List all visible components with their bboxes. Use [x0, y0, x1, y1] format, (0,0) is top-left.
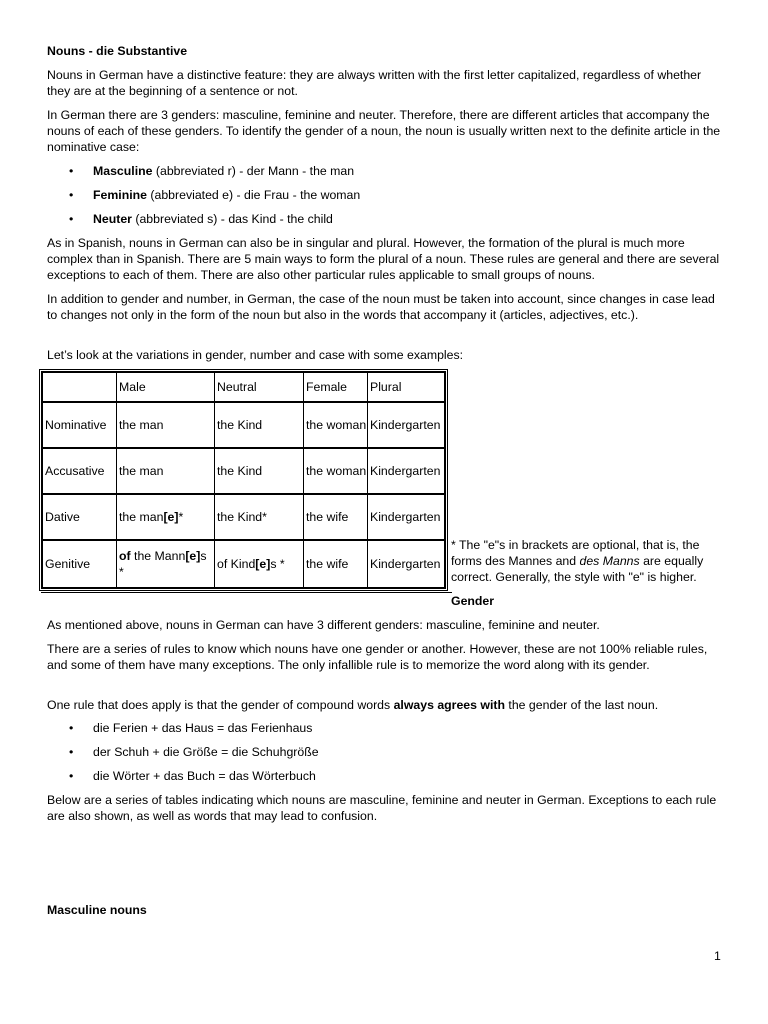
- list-item: • der Schuh + die Größe = die Schuhgröße: [47, 744, 727, 768]
- table-cell: Accusative: [43, 449, 117, 495]
- list-item: • die Wörter + das Buch = das Wörterbuch: [47, 768, 727, 792]
- table-cell: the Kind: [215, 403, 304, 449]
- table-header-cell: Male: [117, 373, 215, 403]
- plural-paragraph: As in Spanish, nouns in German can also be in singular and plural. However, the formation of the plural is much more complex than in Spanish. There are 5 main ways to form the plural of a noun. These rules are general and there are several exceptions to each of them. There are also other particular rules applicable to small groups of nouns.: [47, 236, 720, 282]
- list-item: • Neuter (abbreviated s) - das Kind - the child: [47, 211, 727, 235]
- table-cell: of Kind[e]s *: [215, 541, 304, 587]
- table-cell: Kindergarten: [370, 557, 441, 571]
- table-cell: Kindergarten: [368, 495, 444, 541]
- table-header-row: [43, 373, 444, 403]
- list-item: • Feminine (abbreviated e) - die Frau - the woman: [47, 187, 727, 211]
- table-cell: Kindergarten: [368, 403, 444, 449]
- gender-heading: Gender: [451, 594, 495, 608]
- table-cell: the man: [117, 449, 215, 495]
- examples-intro: Let’s look at the variations in gender, number and case with some examples:: [47, 348, 464, 362]
- table-header-cell: Plural: [368, 373, 444, 403]
- gender-intro-paragraph: As mentioned above, nouns in German can have 3 different genders: masculine, feminine and neuter.: [47, 618, 600, 632]
- compound-list: [47, 720, 727, 792]
- table-row: [43, 403, 444, 449]
- table-cell: the man[e]*: [117, 495, 215, 541]
- rules-paragraph: There are a series of rules to know which nouns have one gender or another. However, these are not 100% reliable rules, and some of them have many exceptions. The only infallible rule is to memorize the word along with its gender.: [47, 642, 708, 672]
- table-cell: the woman: [304, 403, 368, 449]
- page-title: Nouns - die Substantive: [47, 44, 188, 58]
- case-paragraph: In addition to gender and number, in German, the case of the noun must be taken into account, since changes in case lead to changes not only in the form of the noun but also in the words that accompany it (articles, adjectives, etc.).: [47, 292, 715, 322]
- table-row: [43, 449, 444, 495]
- table-header-cell: Neutral: [215, 373, 304, 403]
- gender-list: [47, 163, 727, 235]
- table-header-cell: Female: [304, 373, 368, 403]
- table-cell: the man: [117, 403, 215, 449]
- masculine-heading: Masculine nouns: [47, 903, 147, 917]
- table-cell: the Kind*: [215, 495, 304, 541]
- table-cell: Nominative: [43, 403, 117, 449]
- table-footnote: * The "e"s in brackets are optional, that is, the forms des Mannes and des Manns are equally correct. Generally, the style with "e" is higher.: [451, 538, 704, 584]
- intro-paragraph: Nouns in German have a distinctive feature: they are always written with the first letter capitalized, regardless of whether they are at the beginning of a sentence or not.: [47, 68, 702, 98]
- table-cell: the woman: [304, 449, 368, 495]
- declension-table: [41, 371, 446, 589]
- compound-paragraph: One rule that does apply is that the gender of compound words always agrees with the gender of the last noun.: [47, 698, 659, 712]
- list-item: • Masculine (abbreviated r) - der Mann - the man: [47, 163, 727, 187]
- table-row: [43, 541, 444, 587]
- table-cell: Genitive: [43, 541, 117, 587]
- table-header-cell: [43, 373, 117, 403]
- table-cell: Kindergarten: [368, 449, 444, 495]
- table-cell: the Kind: [215, 449, 304, 495]
- page-number: 1: [714, 949, 721, 963]
- table-row: [43, 495, 444, 541]
- genders-paragraph: In German there are 3 genders: masculine, feminine and neuter. Therefore, there are different articles that accompany the nouns of each of these genders. To identify the gender of a noun, the noun is usually written next to the definite article in the nominative case:: [47, 108, 721, 154]
- table-bottom-rule: [41, 592, 452, 593]
- table-cell: the wife: [304, 495, 368, 541]
- table-cell: the wife: [304, 541, 368, 587]
- list-item: • die Ferien + das Haus = das Ferienhaus: [47, 720, 727, 744]
- tables-paragraph: Below are a series of tables indicating which nouns are masculine, feminine and neuter in German. Exceptions to each rule are also shown, as well as words that may lead to confusion.: [47, 793, 717, 823]
- table-cell: Dative: [43, 495, 117, 541]
- table-cell: of the Mann[e]s *: [117, 541, 215, 587]
